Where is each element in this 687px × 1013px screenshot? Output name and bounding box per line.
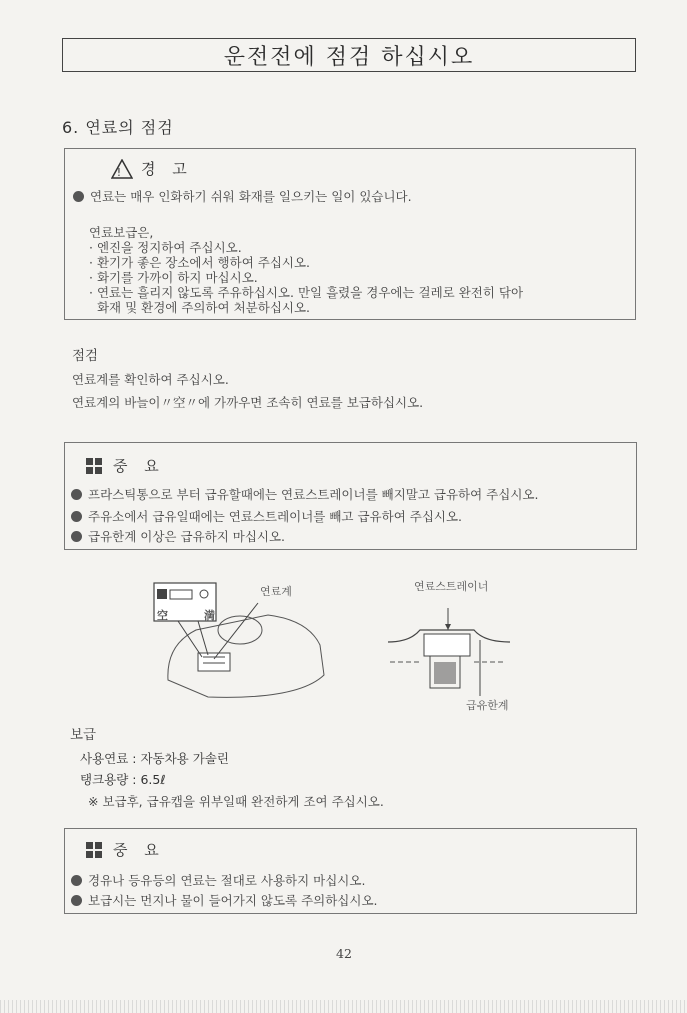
- inspect-line: 연료계의 바늘이〃空〃에 가까우면 조속히 연료를 보급하십시오.: [72, 395, 424, 410]
- important-heading: 중 요: [113, 841, 165, 859]
- important-item: 보급시는 먼지나 물이 들어가지 않도록 주의하십시오.: [71, 893, 378, 909]
- important-box: [64, 442, 637, 550]
- gauge-full-mark: 満: [204, 609, 215, 622]
- warning-item: · 환기가 좋은 장소에서 행하여 주십시오.: [89, 255, 311, 270]
- warning-item: 화재 및 환경에 주의하여 처분하십시오.: [89, 300, 311, 315]
- warning-item: · 연료는 흘리지 않도록 주유하십시오. 만일 흘렸을 경우에는 걸레로 완전히 닦아: [89, 285, 524, 300]
- important-box: [64, 828, 637, 914]
- warning-header: [111, 158, 193, 179]
- warning-heading: 경 고: [141, 160, 193, 178]
- bullet-icon: [71, 489, 82, 500]
- warning-item: · 화기를 가까이 하지 마십시오.: [89, 270, 258, 285]
- important-squares-icon: [85, 457, 105, 475]
- refuel-heading: 보급: [70, 727, 97, 743]
- warning-intro: 연료보급은,: [89, 225, 154, 240]
- bullet-icon: [71, 875, 82, 886]
- important-header: [85, 455, 165, 476]
- important-header: [85, 839, 165, 860]
- bullet-icon: [73, 191, 84, 202]
- important-heading: 중 요: [113, 457, 165, 475]
- page-title: 운전전에 점검 하십시오: [62, 38, 636, 72]
- refuel-note: ※ 보급후, 급유캡을 위부일때 완전하게 조여 주십시오.: [88, 794, 384, 809]
- bullet-icon: [71, 511, 82, 522]
- gauge-empty-mark: 空: [157, 609, 168, 622]
- svg-text:!: !: [116, 165, 128, 179]
- page-number: 42: [336, 946, 352, 961]
- section-heading: 6. 연료의 점검: [62, 118, 174, 137]
- bullet-icon: [71, 895, 82, 906]
- warning-triangle-icon: [111, 159, 133, 179]
- fuel-gauge-illustration: [148, 575, 338, 705]
- warning-lead: 연료는 매우 인화하기 쉬워 화재를 일으키는 일이 있습니다.: [73, 189, 412, 205]
- important-squares-icon: [85, 841, 105, 859]
- inspect-line: 연료계를 확인하여 주십시오.: [72, 372, 229, 387]
- warning-item: · 엔진을 정지하여 주십시오.: [89, 240, 242, 255]
- fuel-strainer-label: 연료스트레이너: [414, 580, 489, 593]
- scan-edge: [0, 1000, 687, 1013]
- fuel-gauge-label: 연료계: [260, 585, 292, 598]
- refuel-fuel: 사용연료 : 자동차용 가솔린: [80, 751, 229, 766]
- bullet-icon: [71, 531, 82, 542]
- fuel-limit-label: 급유한계: [466, 699, 509, 712]
- fuel-strainer-illustration: [380, 600, 520, 700]
- inspect-heading: 점검: [72, 348, 99, 364]
- important-item: 프라스틱통으로 부터 급유할때에는 연료스트레이너를 빼지말고 급유하여 주십시오.: [71, 487, 538, 503]
- important-item: 경유나 등유등의 연료는 절대로 사용하지 마십시오.: [71, 873, 365, 889]
- refuel-capacity: 탱크용량 : 6.5ℓ: [80, 772, 166, 787]
- important-item: 급유한계 이상은 급유하지 마십시오.: [71, 529, 285, 545]
- important-item: 주유소에서 급유일때에는 연료스트레이너를 빼고 급유하여 주십시오.: [71, 509, 462, 525]
- warning-box: [64, 148, 636, 320]
